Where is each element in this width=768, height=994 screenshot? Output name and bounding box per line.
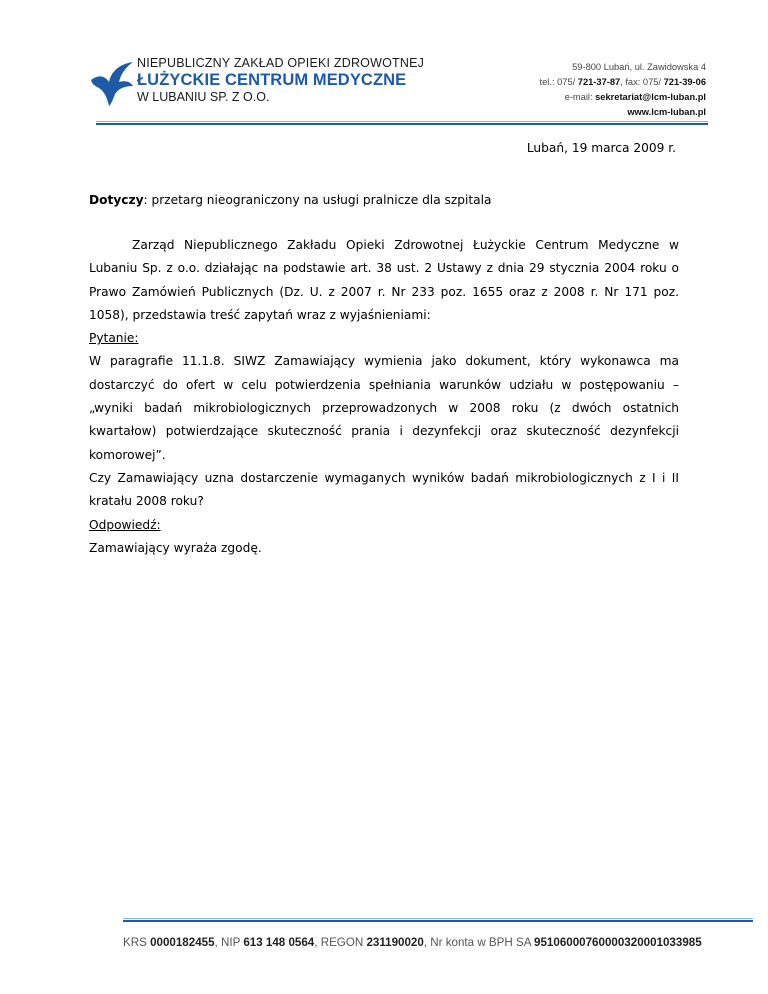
nip-label: , NIP xyxy=(214,936,244,949)
org-line-2: ŁUŻYCKIE CENTRUM MEDYCZNE xyxy=(137,71,407,89)
answer-label: Odpowiedź: xyxy=(89,517,161,532)
address-line: 59-800 Lubań, ul. Zawidowska 4 xyxy=(572,62,706,72)
org-line-1: NIEPUBLICZNY ZAKŁAD OPIEKI ZDROWOTNEJ xyxy=(137,56,425,70)
fax-number: 721-39-06 xyxy=(663,77,706,87)
phone-line xyxy=(540,75,706,90)
question-paragraph-1: W paragrafie 11.1.8. SIWZ Zamawiający wymienia jako dokument, który wykonawca ma dostarczyć do ofert w celu potwierdzenia spełniania warunków udziału w postępowaniu – „wyniki badań mikrobiologicznych przeprowadzonych w 2008 roku (z dwóch ostatnich kwartałow) potwierdzające skuteczność prania i dezynfekcji oraz skuteczność dezynfekcji komorowej”. xyxy=(89,354,679,462)
subject-text: : przetarg nieograniczony na usługi pralnicze dla szpitala xyxy=(143,193,492,207)
subject-line xyxy=(89,193,492,207)
krs-number: 0000182455 xyxy=(150,936,215,949)
fax-prefix: , fax: 075/ xyxy=(620,77,664,87)
regon-number: 231190020 xyxy=(366,936,424,949)
website-link[interactable]: www.lcm-luban.pl xyxy=(627,107,706,117)
email-line xyxy=(540,90,706,105)
subject-label: Dotyczy xyxy=(89,193,144,207)
website-line xyxy=(540,105,706,120)
tel-prefix: tel.: 075/ xyxy=(539,77,578,87)
company-registration-footer xyxy=(123,936,702,949)
tel-number: 721-37-87 xyxy=(577,77,621,87)
organization-name xyxy=(137,56,424,105)
regon-label: , REGON xyxy=(314,936,367,949)
krs-label: KRS xyxy=(123,936,151,949)
letter-body xyxy=(89,234,679,560)
account-label: , Nr konta w BPH SA xyxy=(423,936,535,949)
account-number: 95106000760000320001033985 xyxy=(534,936,702,949)
letter-date: Lubań, 19 marca 2009 r. xyxy=(526,141,676,155)
answer-paragraph: Zamawiający wyraża zgodę. xyxy=(89,540,262,555)
header-divider xyxy=(96,121,708,124)
intro-paragraph: Zarząd Niepublicznego Zakładu Opieki Zdrowotnej Łużyckie Centrum Medyczne w Lubaniu Sp. z o.o. działając na podstawie art. 38 ust. 2 Ustawy z dnia 29 stycznia 2004 roku o Prawo Zamówień Publicznych (Dz. U. z 2007 r. Nr 233 poz. 1655 oraz z 2008 r. Nr 171 poz. 1058), przedstawia treść zapytań wraz z wyjaśnieniami: xyxy=(89,238,679,322)
question-label: Pytanie: xyxy=(89,331,139,346)
contact-block xyxy=(540,60,706,120)
footer-divider xyxy=(123,918,753,921)
question-paragraph-2: Czy Zamawiający uzna dostarczenie wymaganych wyników badań mikrobiologicznych z I i II kratału 2008 roku? xyxy=(89,470,679,509)
email-address[interactable]: sekretariat@lcm-luban.pl xyxy=(595,92,706,102)
email-prefix: e-mail: xyxy=(564,92,596,102)
org-line-3: W LUBANIU SP. Z O.O. xyxy=(137,90,270,104)
bird-logo-icon xyxy=(89,60,135,106)
nip-number: 613 148 0564 xyxy=(243,936,315,949)
